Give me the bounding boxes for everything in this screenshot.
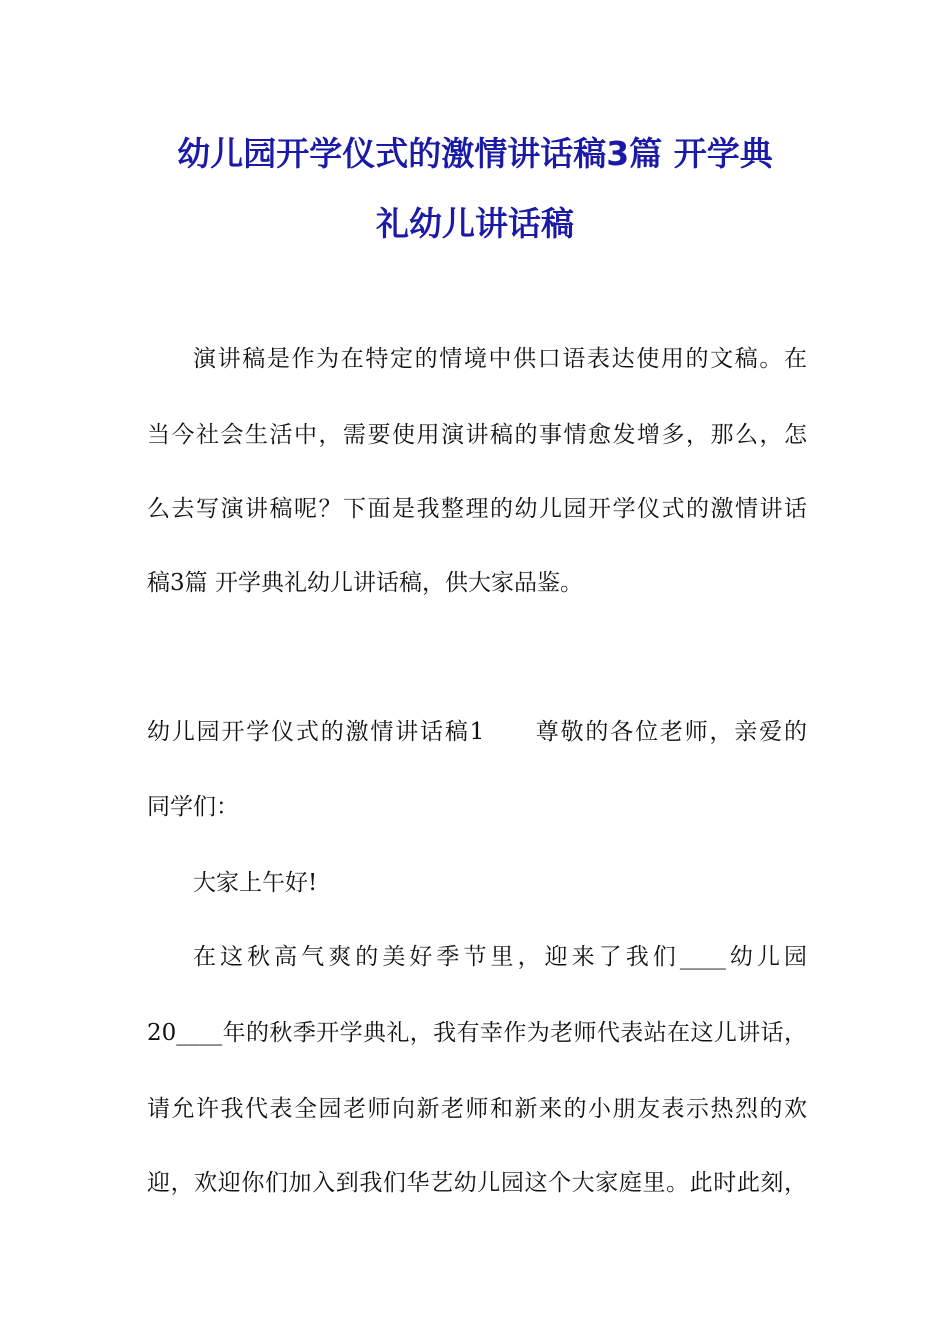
- document-title-line-1: 幼儿园开学仪式的激情讲话稿3篇 开学典: [177, 134, 773, 173]
- intro-paragraph-line: 当今社会生活中，需要使用演讲稿的事情愈发增多，那么，怎: [147, 422, 807, 448]
- greeting-line: 大家上午好!: [193, 870, 318, 896]
- body-paragraph-line: 迎，欢迎你们加入到我们华艺幼儿园这个大家庭里。此时此刻，: [147, 1170, 807, 1196]
- speech-heading-line: 同学们：: [147, 794, 239, 820]
- body-paragraph-line: 20____年的秋季开学典礼，我有幸作为老师代表站在这儿讲话，: [147, 1020, 807, 1046]
- intro-paragraph-line: 稿3篇 开学典礼幼儿讲话稿，供大家品鉴。: [147, 570, 583, 596]
- intro-paragraph-line: 么去写演讲稿呢？下面是我整理的幼儿园开学仪式的激情讲话: [147, 496, 807, 522]
- document-title-line-2: 礼幼儿讲话稿: [376, 204, 574, 243]
- body-paragraph-line: 在这秋高气爽的美好季节里，迎来了我们____幼儿园: [193, 944, 807, 970]
- speech-heading-line: 幼儿园开学仪式的激情讲话稿1 尊敬的各位老师，亲爱的: [147, 719, 807, 745]
- intro-paragraph-line: 演讲稿是作为在特定的情境中供口语表达使用的文稿。在: [193, 346, 807, 372]
- body-paragraph-line: 请允许我代表全园老师向新老师和新来的小朋友表示热烈的欢: [147, 1096, 807, 1122]
